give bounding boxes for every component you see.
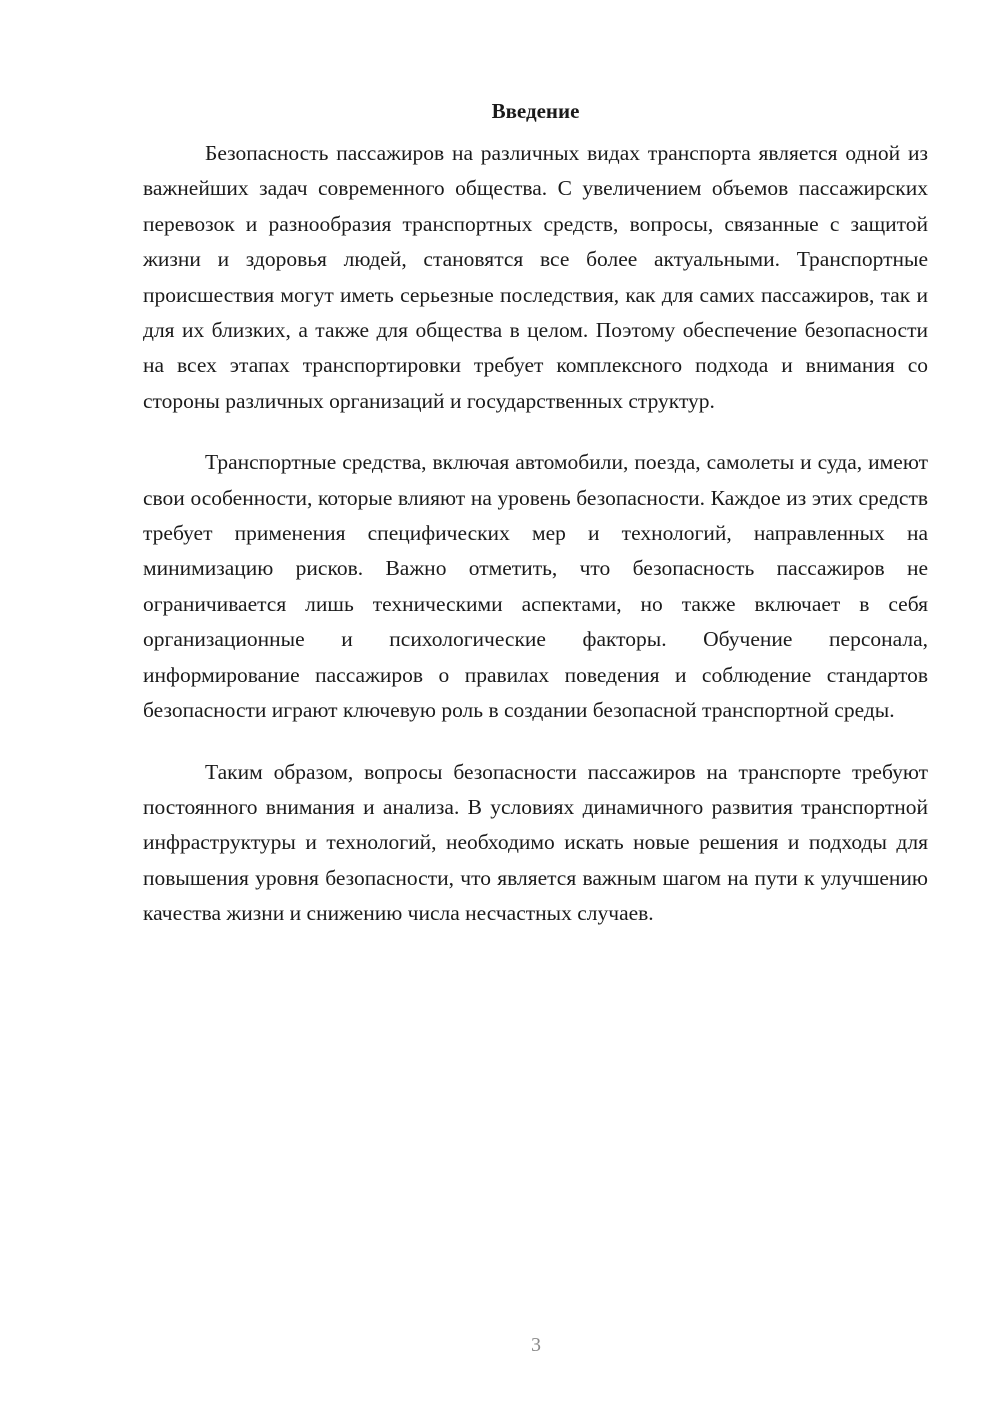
paragraph-2: Транспортные средства, включая автомобили, поезда, самолеты и суда, имеют свои особенности, которые влияют на уровень безопасности. Каждое из этих средств требует применения специфических мер и технологий, направленных на минимизацию рисков. Важно отметить, что безопасность пассажиров не ограничивается лишь техническими аспектами, но также включает в себя организационные и психологические факторы. Обучение персонала, информирование пассажиров о правилах поведения и соблюдение стандартов безопасности играют ключевую роль в создании безопасной транспортной среды. <box>143 450 928 723</box>
page-number: 3 <box>531 1334 541 1356</box>
paragraph-3: Таким образом, вопросы безопасности пассажиров на транспорте требуют постоянного внимания и анализа. В условиях динамичного развития транспортной инфраструктуры и технологий, необходимо искать новые решения и подходы для повышения уровня безопасности, что является важным шагом на пути к улучшению качества жизни и снижению числа несчастных случаев. <box>143 759 928 926</box>
paragraph-1: Безопасность пассажиров на различных видах транспорта является одной из важнейших задач современного общества. С увеличением объемов пассажирских перевозок и разнообразия транспортных средств, вопросы, связанные с защитой жизни и здоровья людей, становятся все более актуальными. Транспортные происшествия могут иметь серьезные последствия, как для самих пассажиров, так и для их близких, а также для общества в целом. Поэтому обеспечение безопасности на всех этапах транспортировки требует комплексного подхода и внимания со стороны различных организаций и государственных структур. <box>143 141 928 413</box>
page-content <box>143 96 928 958</box>
section-heading: Введение <box>491 99 580 123</box>
